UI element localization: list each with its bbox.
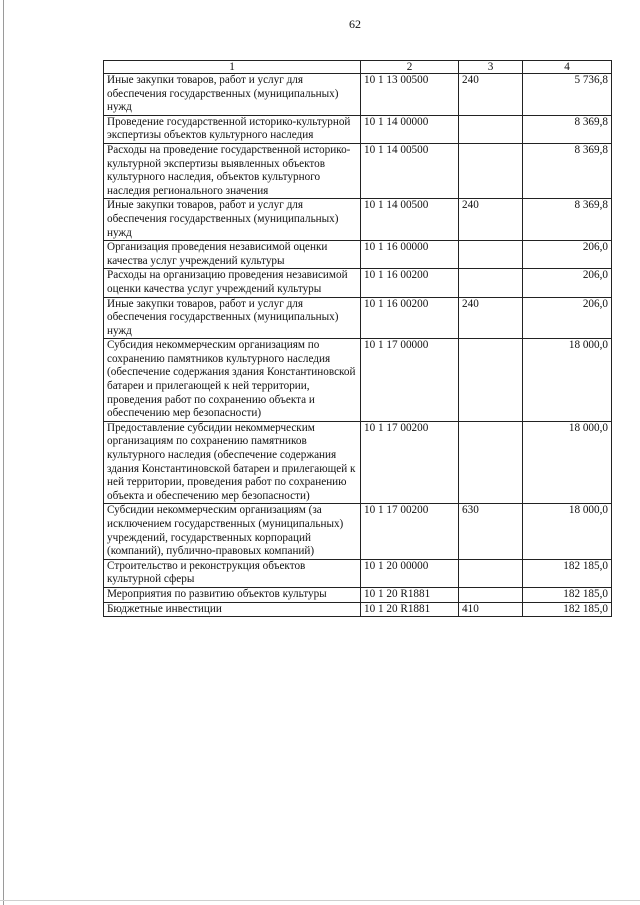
row-amount: 18 000,0 [523, 421, 612, 504]
table-header-row [104, 61, 612, 74]
table-row [104, 421, 612, 504]
row-type [459, 339, 523, 422]
column-header-2: 2 [361, 61, 459, 74]
row-type [459, 587, 523, 602]
row-name: Расходы на организацию проведения независимой оценки качества услуг учреждений культуры [104, 269, 361, 297]
table-row [104, 602, 612, 617]
row-code: 10 1 14 00500 [361, 143, 459, 198]
table-row [104, 587, 612, 602]
column-header-1: 1 [104, 61, 361, 74]
row-amount: 182 185,0 [523, 587, 612, 602]
row-code: 10 1 20 R1881 [361, 602, 459, 617]
row-amount: 206,0 [523, 241, 612, 269]
table-row [104, 559, 612, 587]
row-type [459, 269, 523, 297]
row-amount: 206,0 [523, 269, 612, 297]
row-type [459, 421, 523, 504]
row-code: 10 1 13 00500 [361, 74, 459, 116]
row-amount: 182 185,0 [523, 559, 612, 587]
table-row [104, 504, 612, 559]
row-amount: 18 000,0 [523, 504, 612, 559]
table-row [104, 199, 612, 241]
row-type: 240 [459, 199, 523, 241]
row-name: Проведение государственной историко-культурной экспертизы объектов культурного наследия [104, 115, 361, 143]
row-name: Иные закупки товаров, работ и услуг для обеспечения государственных (муниципальных) нужд [104, 297, 361, 339]
row-code: 10 1 14 00000 [361, 115, 459, 143]
row-amount: 206,0 [523, 297, 612, 339]
table-row [104, 241, 612, 269]
row-amount: 18 000,0 [523, 339, 612, 422]
row-type: 630 [459, 504, 523, 559]
row-code: 10 1 16 00000 [361, 241, 459, 269]
table-row [104, 143, 612, 198]
row-code: 10 1 17 00200 [361, 421, 459, 504]
row-amount: 8 369,8 [523, 199, 612, 241]
row-amount: 5 736,8 [523, 74, 612, 116]
row-name: Расходы на проведение государственной историко-культурной экспертизы выявленных объектов культурного наследия, объектов культурного наследия регионального значения [104, 143, 361, 198]
row-name: Иные закупки товаров, работ и услуг для обеспечения государственных (муниципальных) нужд [104, 74, 361, 116]
row-name: Организация проведения независимой оценки качества услуг учреждений культуры [104, 241, 361, 269]
row-type [459, 559, 523, 587]
row-code: 10 1 16 00200 [361, 297, 459, 339]
column-header-3: 3 [459, 61, 523, 74]
row-name: Иные закупки товаров, работ и услуг для обеспечения государственных (муниципальных) нужд [104, 199, 361, 241]
row-amount: 8 369,8 [523, 143, 612, 198]
row-amount: 182 185,0 [523, 602, 612, 617]
page-number: 62 [349, 17, 361, 31]
row-type: 240 [459, 297, 523, 339]
row-code: 10 1 16 00200 [361, 269, 459, 297]
column-header-4: 4 [523, 61, 612, 74]
row-amount: 8 369,8 [523, 115, 612, 143]
row-name: Мероприятия по развитию объектов культуры [104, 587, 361, 602]
budget-table [103, 60, 612, 617]
row-code: 10 1 14 00500 [361, 199, 459, 241]
row-type: 240 [459, 74, 523, 116]
table-row [104, 297, 612, 339]
row-code: 10 1 20 R1881 [361, 587, 459, 602]
row-name: Бюджетные инвестиции [104, 602, 361, 617]
row-type [459, 143, 523, 198]
row-code: 10 1 17 00200 [361, 504, 459, 559]
row-type [459, 241, 523, 269]
row-name: Субсидии некоммерческим организациям (за исключением государственных (муниципальных) учреждений, государственных корпораций (компаний), публично-правовых компаний) [104, 504, 361, 559]
table-row [104, 74, 612, 116]
row-name: Субсидия некоммерческим организациям по сохранению памятников культурного наследия (обеспечение содержания здания Константиновской батареи и прилегающей к ней территории, проведения работ по сохранению объекта и обеспечению мер безопасности) [104, 339, 361, 422]
table-row [104, 339, 612, 422]
row-code: 10 1 20 00000 [361, 559, 459, 587]
scan-left-edge [3, 0, 4, 905]
row-code: 10 1 17 00000 [361, 339, 459, 422]
scan-bottom-edge [0, 900, 640, 901]
row-type: 410 [459, 602, 523, 617]
table-row [104, 115, 612, 143]
row-name: Предоставление субсидии некоммерческим организациям по сохранению памятников культурного наследия (обеспечение содержания здания Константиновской батареи и прилегающей к ней территории, проведения работ по сохранению объекта и обеспечению мер безопасности) [104, 421, 361, 504]
table-row [104, 269, 612, 297]
row-name: Строительство и реконструкция объектов культурной сферы [104, 559, 361, 587]
row-type [459, 115, 523, 143]
